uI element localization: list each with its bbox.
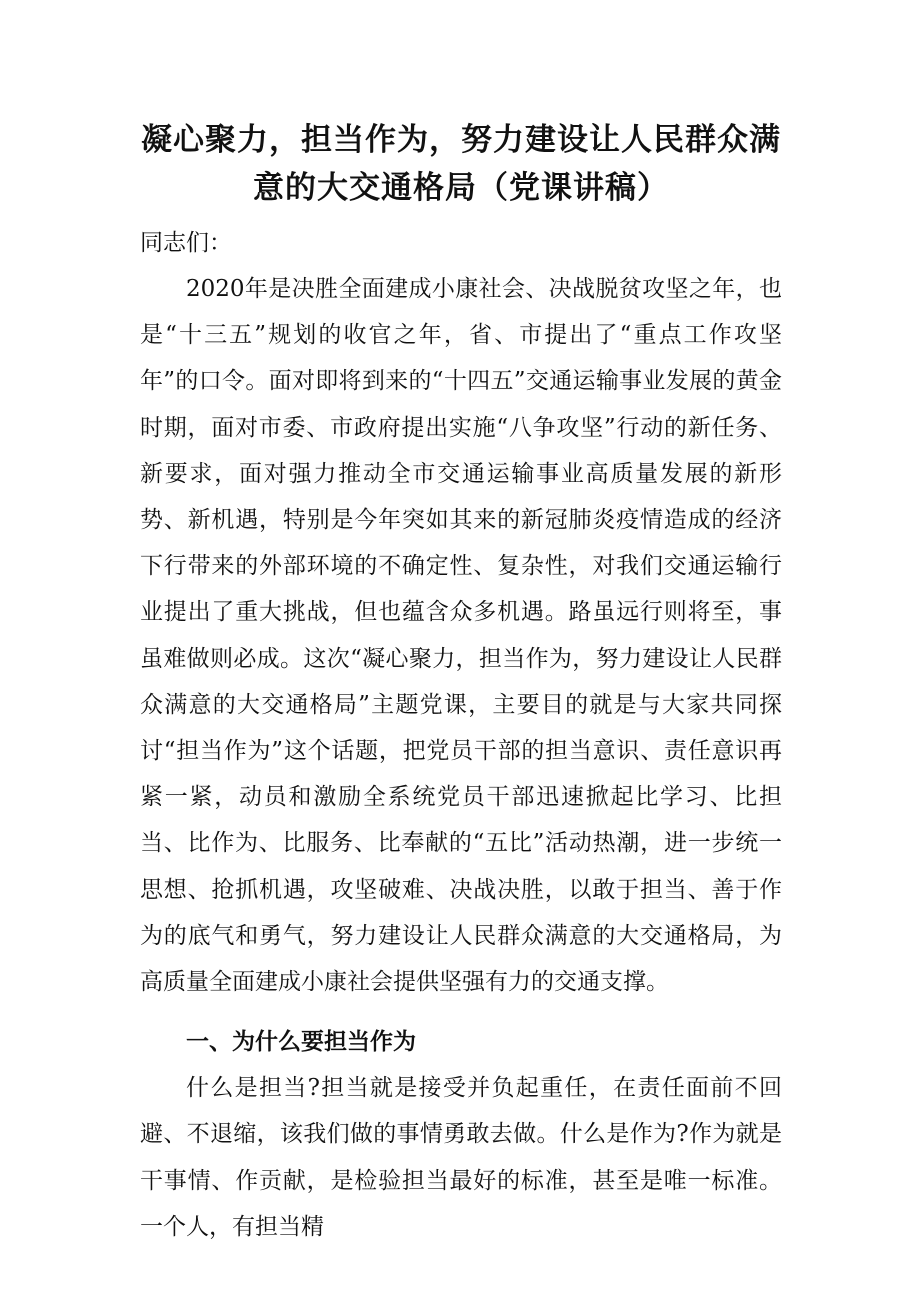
section-heading: 一、为什么要担当作为	[186, 1028, 416, 1056]
salutation: 同志们：	[140, 230, 232, 256]
section-paragraph: 什么是担当?担当就是接受并负起重任，在责任面前不回避、不退缩，该我们做的事情勇敢去做。什么是作为?作为就是干事情、作贡献，是检验担当最好的标准，甚至是唯一标准。一个人，有担当精	[140, 1075, 782, 1240]
intro-paragraph: 2020年是决胜全面建成小康社会、决战脱贫攻坚之年，也是“十三五”规划的收官之年，省、市提出了“重点工作攻坚年”的口令。面对即将到来的“十四五”交通运输事业发展的黄金时期，面对市委、市政府提出实施“八争攻坚”行动的新任务、新要求，面对强力推动全市交通运输事业高质量发展的新形势、新机遇，特别是今年突如其来的新冠肺炎疫情造成的经济下行带来的外部环境的不确定性、复杂性，对我们交通运输行业提出了重大挑战，但也蕴含众多机遇。路虽远行则将至，事虽难做则必成。这次“凝心聚力，担当作为，努力建设让人民群众满意的大交通格局”主题党课，主要目的就是与大家共同探讨“担当作为”这个话题，把党员干部的担当意识、责任意识再紧一紧，动员和激励全系统党员干部迅速掀起比学习、比担当、比作为、比服务、比奉献的“五比”活动热潮，进一步统一思想、抢抓机遇，攻坚破难、决战决胜，以敢于担当、善于作为的底气和勇气，努力建设让人民群众满意的大交通格局，为高质量全面建成小康社会提供坚强有力的交通支撑。	[140, 276, 782, 996]
document-title: 凝心聚力，担当作为，努力建设让人民群众满意的大交通格局（党课讲稿）	[141, 122, 781, 206]
